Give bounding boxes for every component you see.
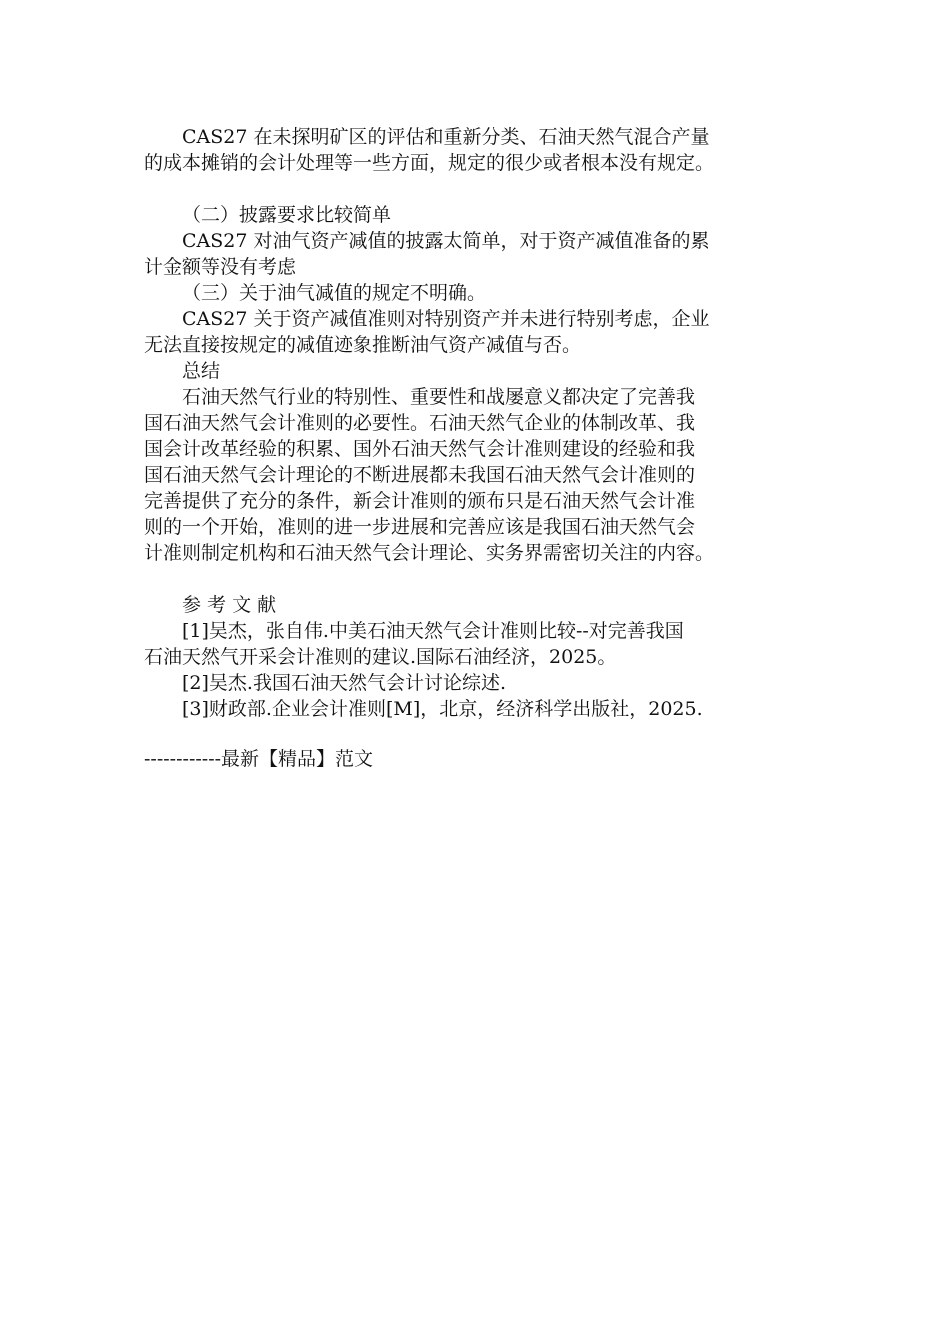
section-heading: （三）关于油气减值的规定不明确。 bbox=[182, 282, 487, 304]
reference-line: 石油天然气开采会计准则的建议.国际石油经济，2025。 bbox=[144, 646, 617, 668]
references-heading-block bbox=[144, 592, 806, 618]
summary-heading-block bbox=[144, 358, 806, 384]
paragraph-cas27-scope bbox=[144, 124, 806, 176]
paragraph-summary bbox=[144, 384, 806, 566]
paragraph-line: 国石油天然气会计准则的必要性。石油天然气企业的体制改革、我 bbox=[144, 412, 696, 434]
reference-line: [2]吴杰.我国石油天然气会计讨论综述. bbox=[182, 672, 506, 694]
section-heading-disclosure bbox=[144, 202, 806, 228]
paragraph-line: 完善提供了充分的条件，新会计准则的颁布只是石油天然气会计准 bbox=[144, 490, 696, 512]
paragraph-line: 无法直接按规定的减值迹象推断油气资产减值与否。 bbox=[144, 334, 582, 356]
reference-line: [1]吴杰，张自伟.中美石油天然气会计准则比较--对完善我国 bbox=[182, 620, 684, 642]
paragraph-disclosure bbox=[144, 228, 806, 280]
paragraph-line: CAS27 关于资产减值准则对特别资产并未进行特别考虑，企业 bbox=[182, 308, 710, 330]
reference-item-1 bbox=[144, 618, 806, 670]
summary-heading: 总结 bbox=[182, 360, 221, 382]
references-heading: 参 考 文 献 bbox=[182, 594, 277, 616]
section-heading-impairment bbox=[144, 280, 806, 306]
reference-item-2 bbox=[144, 670, 806, 696]
paragraph-line: 计金额等没有考虑 bbox=[144, 256, 297, 278]
paragraph-line: 国石油天然气会计理论的不断进展都未我国石油天然气会计准则的 bbox=[144, 464, 696, 486]
paragraph-line: 的成本摊销的会计处理等一些方面，规定的很少或者根本没有规定。 bbox=[144, 152, 715, 174]
paragraph-line: 计准则制定机构和石油天然气会计理论、实务界需密切关注的内容。 bbox=[144, 542, 715, 564]
reference-line: [3]财政部.企业会计准则[M]，北京，经济科学出版社，2025. bbox=[182, 698, 703, 720]
paragraph-line: 石油天然气行业的特别性、重要性和战屡意义都决定了完善我 bbox=[182, 386, 696, 408]
paragraph-line: CAS27 在未探明矿区的评估和重新分类、石油天然气混合产量 bbox=[182, 126, 710, 148]
paragraph-line: 国会计改革经验的积累、国外石油天然气会计准则建设的经验和我 bbox=[144, 438, 696, 460]
section-heading: （二）披露要求比较简单 bbox=[182, 204, 392, 226]
reference-item-3 bbox=[144, 696, 806, 722]
paragraph-impairment bbox=[144, 306, 806, 358]
document-body bbox=[144, 124, 806, 722]
paragraph-line: CAS27 对油气资产减值的披露太简单，对于资产减值准备的累 bbox=[182, 230, 710, 252]
paragraph-line: 则的一个开始，准则的进一步进展和完善应该是我国石油天然气会 bbox=[144, 516, 696, 538]
footer-banner: ------------最新【精品】范文 bbox=[144, 748, 374, 770]
